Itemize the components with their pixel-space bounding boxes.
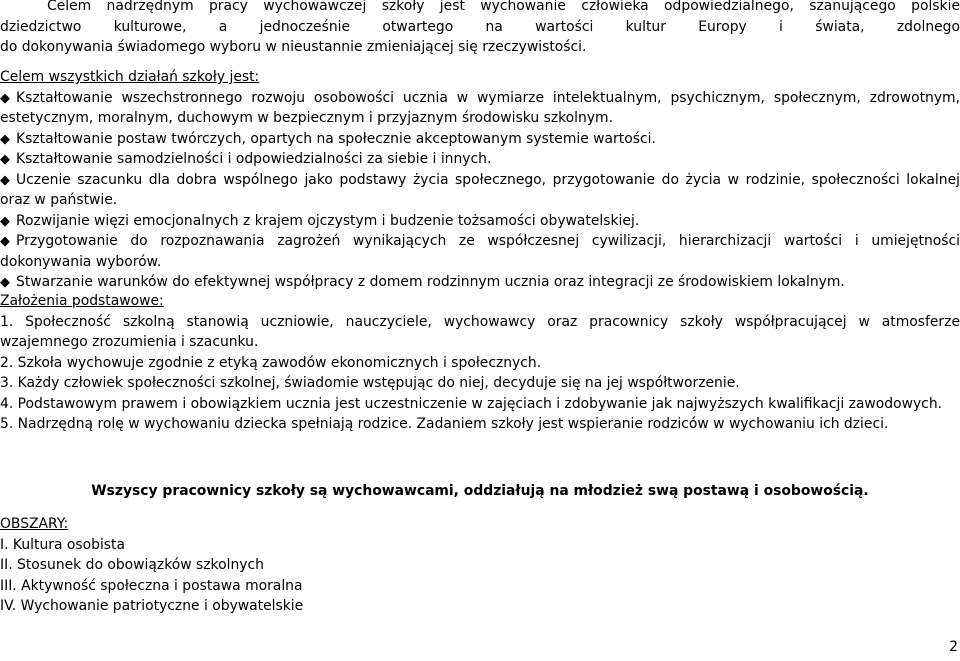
assumptions-section: [0, 291, 960, 435]
diamond-bullet-icon: ◆: [0, 90, 10, 106]
diamond-bullet-icon: ◆: [0, 234, 10, 249]
areas-section: [0, 514, 960, 617]
goal-text: Przygotowanie do rozpoznawania zagrożeń wynikających ze współczesnej cywilizacji, hierarchizacji wartości i umiejętności dokonywania wyborów.: [0, 233, 960, 270]
assumption-item: 1. Społeczność szkolną stanowią uczniowie, nauczyciele, wychowawcy oraz pracownicy szkoły współpracującej w atmosferze wzajemnego zrozumienia i szacunku.: [0, 313, 960, 350]
page-number: 2: [949, 639, 958, 655]
goal-text: Uczenie szacunku dla dobra wspólnego jako podstawy życia społecznego, przygotowanie do życia w rodzinie, społeczności lokalnej oraz w państwie.: [0, 171, 960, 208]
goal-item: [0, 129, 960, 150]
goal-item: [0, 170, 960, 211]
assumption-item: 3. Każdy człowiek społeczności szkolnej, świadomie wstępując do niej, decyduje się na jej współtworzenie.: [0, 375, 740, 391]
assumption-item: 2. Szkoła wychowuje zgodnie z etyką zawodów ekonomicznych i społecznych.: [0, 354, 542, 371]
intro-line-2: dziedzictwo kulturowe, a jednocześnie otwartego na wartości kultur Europy i świata, zdolnego: [0, 18, 960, 35]
goal-text: Kształtowanie wszechstronnego rozwoju osobowości ucznia w wymiarze intelektualnym, psychicznym, społecznym, zdrowotnym, estetycznym, moralnym, duchowym w bezpiecznym i przyjaznym środowisku szkolnym.: [0, 89, 960, 126]
goal-text: Rozwijanie więzi emocjonalnych z krajem ojczystym i budzenie tożsamości obywatelskiej.: [16, 212, 640, 229]
diamond-bullet-icon: ◆: [0, 275, 10, 290]
assumptions-heading: Założenia podstawowe:: [0, 293, 164, 309]
goal-text: Kształtowanie samodzielności i odpowiedzialności za siebie i innych.: [16, 151, 492, 167]
area-item: II. Stosunek do obowiązków szkolnych: [0, 557, 264, 573]
goals-section: [0, 67, 960, 293]
goal-item: [0, 272, 960, 293]
intro-paragraph: [0, 0, 960, 58]
area-item: IV. Wychowanie patriotyczne i obywatelskie: [0, 598, 304, 614]
intro-line-3: do dokonywania świadomego wyboru w nieustannie zmieniającej się rzeczywistości.: [0, 39, 587, 55]
assumption-item: 4. Podstawowym prawem i obowiązkiem ucznia jest uczestniczenie w zajęciach i zdobywanie jak najwyższych kwalifikacji zawodowych.: [0, 395, 943, 412]
assumption-item: 5. Nadrzędną rolę w wychowaniu dziecka spełniają rodzice. Zadaniem szkoły jest wspieranie rodziców w wychowaniu ich dzieci.: [0, 416, 889, 432]
diamond-bullet-icon: ◆: [0, 213, 10, 229]
area-item: I. Kultura osobista: [0, 536, 126, 553]
area-item: III. Aktywność społeczna i postawa moralna: [0, 577, 303, 594]
goal-text: Kształtowanie postaw twórczych, opartych na społecznie akceptowanym systemie wartości.: [16, 130, 656, 147]
goal-item: [0, 88, 960, 129]
diamond-bullet-icon: ◆: [0, 131, 10, 147]
diamond-bullet-icon: ◆: [0, 172, 10, 188]
goals-list: [0, 88, 960, 293]
staff-statement: Wszyscy pracownicy szkoły są wychowawcami, oddziałują na młodzież swą postawą i osobowością.: [91, 483, 869, 499]
goal-item: [0, 231, 960, 272]
goal-item: [0, 149, 960, 170]
areas-heading: OBSZARY:: [0, 516, 69, 532]
goal-text: Stwarzanie warunków do efektywnej współpracy z domem rodzinnym ucznia oraz integracji ze środowiskiem lokalnym.: [16, 274, 845, 290]
diamond-bullet-icon: ◆: [0, 152, 10, 167]
intro-line-1: Celem nadrzędnym pracy wychowawczej szkoły jest wychowanie człowieka odpowiedzialnego, szanującego polskie: [47, 0, 960, 14]
goal-item: [0, 211, 960, 232]
goals-heading: Celem wszystkich działań szkoły jest:: [0, 69, 260, 85]
